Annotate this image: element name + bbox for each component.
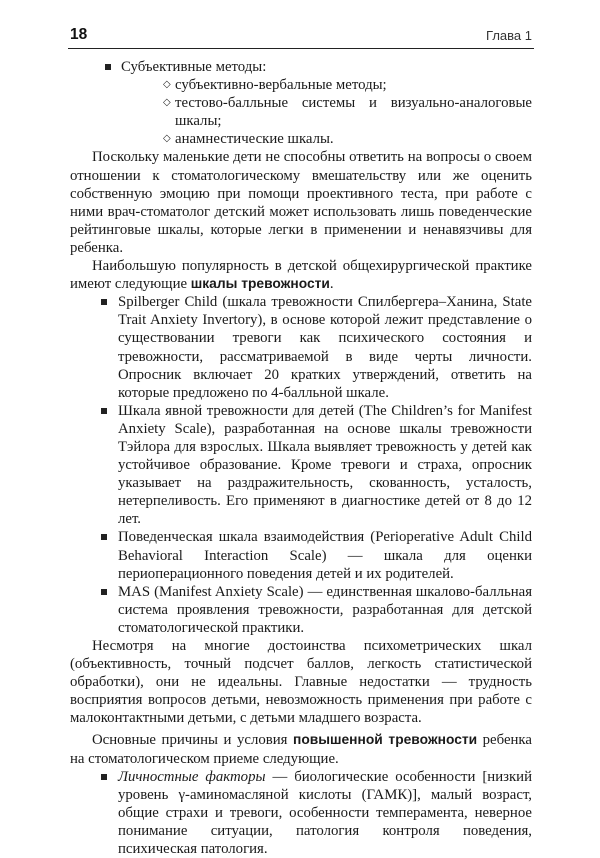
term-increased-anxiety: повышенной тревожности bbox=[292, 732, 478, 748]
method-item-2: ◇ тестово-балльные системы и визуально-аналоговые шкалы; bbox=[121, 94, 532, 130]
methods-list bbox=[70, 58, 532, 148]
scales-list bbox=[70, 293, 532, 637]
methods-sublist bbox=[121, 76, 532, 148]
running-header bbox=[68, 26, 534, 49]
method-item-1: ◇ субъективно-вербальные методы; bbox=[121, 76, 532, 94]
page-number: 18 bbox=[70, 26, 88, 43]
paragraph-popular-scales: Наибольшую популярность в детской общехирургической практике имеют следующие шкалы тревожности. bbox=[70, 258, 532, 293]
scale-item-behavioral: Поведенческая шкала взаимодействия (Perioperative Adult Child Behavioral Interaction Scale) — шкала для оценки периоперационного поведения детей и их родителей. bbox=[70, 528, 532, 582]
paragraph-drawbacks: Несмотря на многие достоинства психометрических шкал (объективность, точный подсчет баллов, легкость статистической обработки), они не идеальны. Главные недостатки — трудность восприятия вопросов детьми, невозможность применения при работе с малоконтактными детьми, с детьми младшего возраста. bbox=[70, 638, 532, 727]
scale-item-mas: MAS (Manifest Anxiety Scale) — единственная шкалово-балльная система проявления тревожности, разработанная для детской стоматологической практики. bbox=[70, 583, 532, 637]
methods-heading: Субъективные методы: ◇ субъективно-вербальные методы; ◇ тестово-балльные системы и визуально-аналоговые шкалы; ◇ анамнестические шкалы. bbox=[70, 58, 532, 148]
scale-item-spilberger: Spilberger Child (шкала тревожности Спилбергера–Ханина, State Trait Anxiety Invertory), в основе которой лежит представление о существовании тревоги как психического состояния и тревожности, рассматриваемой в виде черты личности. Опросник включает 20 кратких утверждений, ответить на которые предложено по 4-балльной шкале. bbox=[70, 293, 532, 402]
method-item-3: ◇ анамнестические шкалы. bbox=[121, 130, 532, 148]
term-personal-factors: Личностные факторы bbox=[118, 768, 266, 785]
paragraph-causes: Основные причины и условия повышенной тревожности ребенка на стоматологическом приеме следующие. bbox=[70, 732, 532, 767]
scale-item-manifest-children: Шкала явной тревожности для детей (The Children’s for Manifest Anxiety Scale), разработанная на основе шкалы тревожности Тэйлора для взрослых. Шкала выявляет тревожность у детей как устойчивое образование. Кроме тревоги и страха, опросник указывает на раздражительность, скованность, усталость, нетерпеливость. Его применяют в диагностике детей от 8 до 12 лет. bbox=[70, 402, 532, 529]
chapter-label: Глава 1 bbox=[486, 28, 532, 43]
term-anxiety-scales: шкалы тревожности bbox=[190, 276, 330, 292]
factor-item-personal: Личностные факторы — биологические особенности [низкий уровень γ-аминомасляной кислоты (ГАМК)], малый возраст, общие страхи и тревоги, особенности темперамента, неверное понимание ситуации, патология контроля поведения, психическая патология. bbox=[70, 768, 532, 858]
body-text bbox=[70, 58, 532, 858]
factors-list bbox=[70, 768, 532, 858]
paragraph-children: Поскольку маленькие дети не способны ответить на вопросы о своем отношении к стоматологическому вмешательству или же оценить собственную эмоцию при помощи проективного теста, при работе с ними врач-стоматолог детский может использовать лишь поведенческие рейтинговые шкалы, которые легки в применении и ненавязчивы для ребенка. bbox=[70, 149, 532, 256]
